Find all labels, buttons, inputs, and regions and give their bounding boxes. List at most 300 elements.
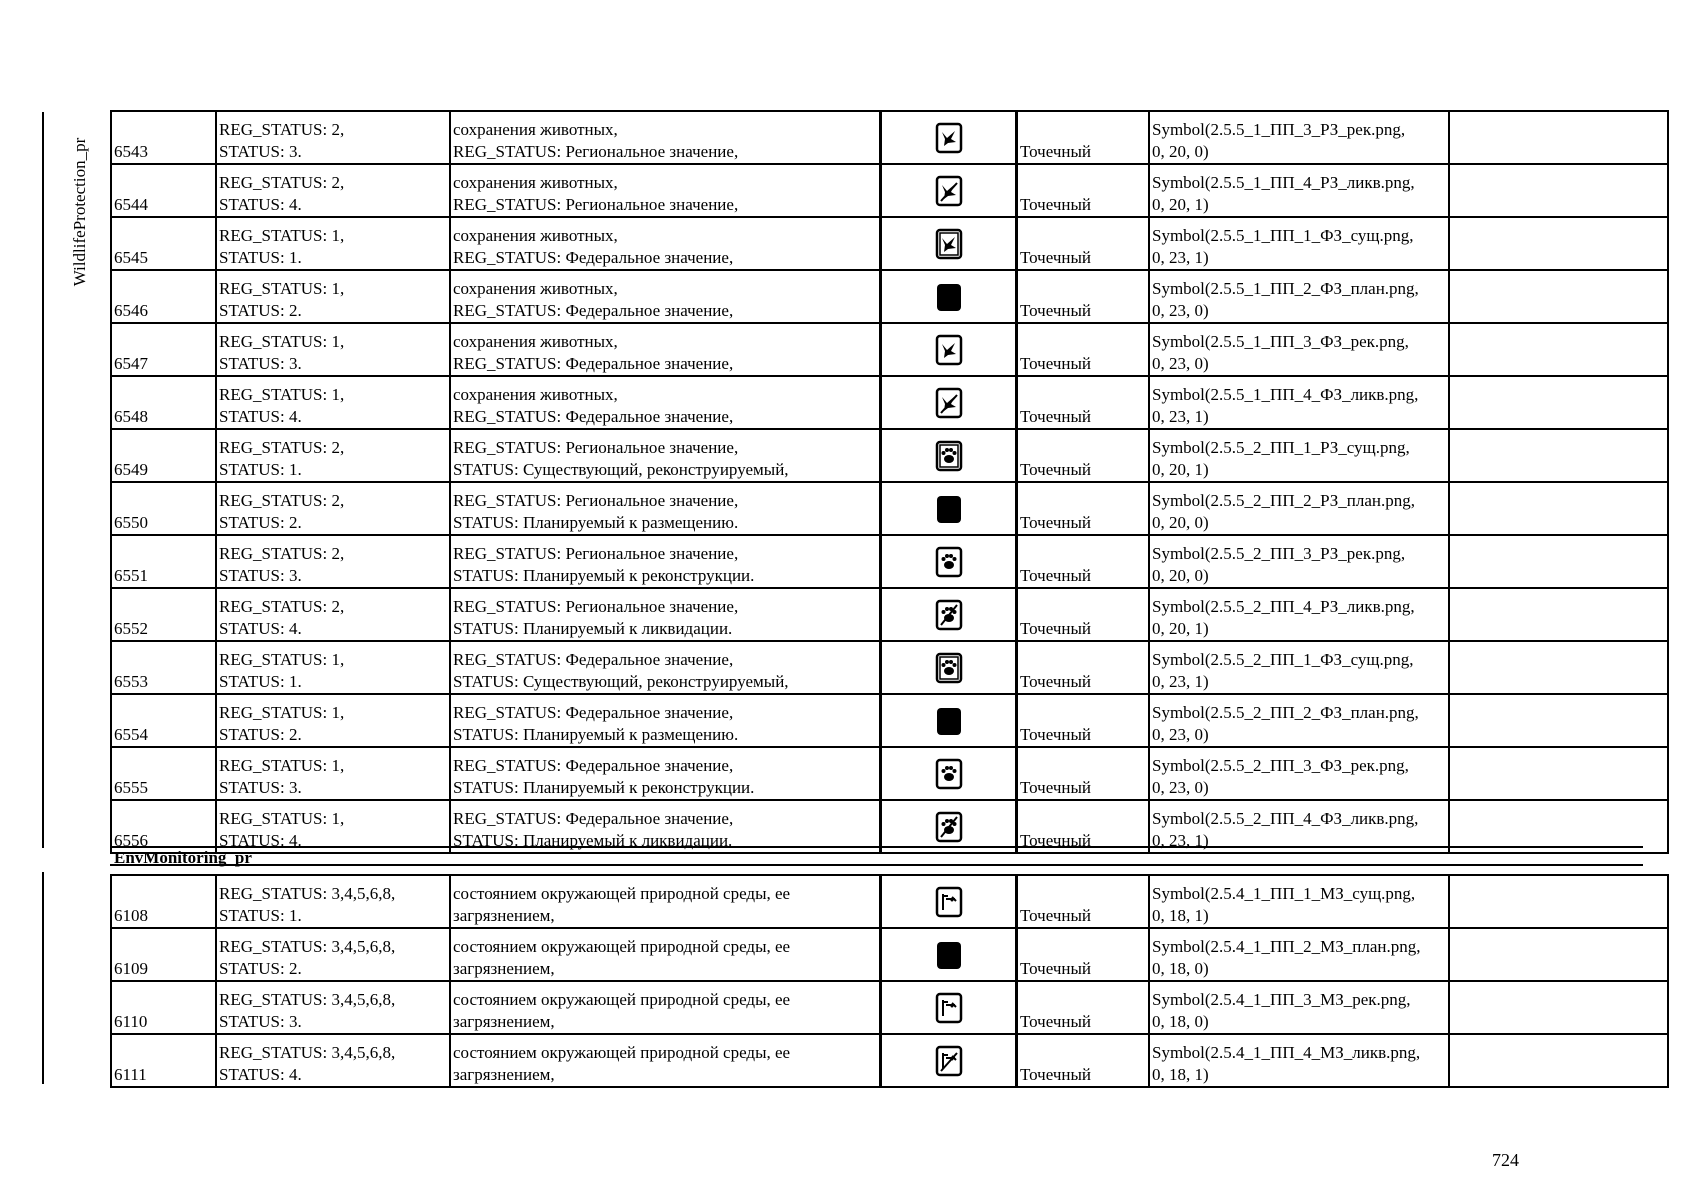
cell-symbol-params	[1149, 482, 1449, 535]
cell-geometry-type	[1017, 641, 1150, 694]
description-line: STATUS: Существующий, реконструируемый,	[453, 672, 789, 691]
symbol-line: Symbol(2.5.5_1_ПП_3_ФЗ_рек.png,	[1152, 332, 1409, 351]
cell-symbol	[881, 875, 1017, 928]
geometry-type: Точечный	[1020, 906, 1092, 925]
condition-line: REG_STATUS: 2,	[219, 491, 345, 510]
condition-line: STATUS: 3.	[219, 778, 302, 797]
row-id: 6551	[114, 566, 148, 585]
row-id: 6555	[114, 778, 148, 797]
symbol-line: 0, 23, 1)	[1152, 831, 1209, 850]
row-id: 6544	[114, 195, 148, 214]
cell-symbol-params	[1149, 641, 1449, 694]
monitor-rec-icon	[935, 992, 963, 1024]
cell-condition	[216, 928, 450, 981]
cell-id	[111, 981, 216, 1034]
cell-id	[111, 164, 216, 217]
description-line: REG_STATUS: Региональное значение,	[453, 195, 739, 214]
condition-line: STATUS: 1.	[219, 248, 302, 267]
table-row	[111, 164, 1668, 217]
cell-condition	[216, 747, 450, 800]
symbol-line: 0, 23, 1)	[1152, 248, 1209, 267]
symbol-line: 0, 18, 0)	[1152, 959, 1209, 978]
table-row	[111, 981, 1668, 1034]
cell-empty	[1449, 111, 1668, 164]
row-id: 6543	[114, 142, 148, 161]
cell-description	[450, 588, 881, 641]
cell-symbol	[881, 429, 1017, 482]
cell-id	[111, 747, 216, 800]
cell-symbol	[881, 981, 1017, 1034]
symbol-line: 0, 23, 0)	[1152, 725, 1209, 744]
condition-line: STATUS: 2.	[219, 725, 302, 744]
table-row	[111, 928, 1668, 981]
cell-id	[111, 928, 216, 981]
monitor-liq-icon	[935, 1045, 963, 1077]
filled-square-icon	[935, 493, 963, 525]
cell-id	[111, 875, 216, 928]
geometry-type: Точечный	[1020, 831, 1092, 850]
cell-empty	[1449, 376, 1668, 429]
description-line: REG_STATUS: Федеральное значение,	[453, 301, 734, 320]
cell-condition	[216, 535, 450, 588]
cell-description	[450, 928, 881, 981]
cell-symbol	[881, 323, 1017, 376]
cell-symbol-params	[1149, 270, 1449, 323]
cell-id	[111, 641, 216, 694]
cell-geometry-type	[1017, 875, 1150, 928]
table-row	[111, 270, 1668, 323]
cell-empty	[1449, 482, 1668, 535]
cell-symbol-params	[1149, 981, 1449, 1034]
table-row	[111, 535, 1668, 588]
symbol-line: Symbol(2.5.4_1_ПП_2_МЗ_план.png,	[1152, 937, 1421, 956]
table-row	[111, 875, 1668, 928]
cell-symbol	[881, 482, 1017, 535]
row-id: 6552	[114, 619, 148, 638]
description-line: загрязнением,	[453, 959, 555, 978]
paw-exist-icon	[935, 440, 963, 472]
cell-description	[450, 429, 881, 482]
symbol-line: Symbol(2.5.5_1_ПП_4_ФЗ_ликв.png,	[1152, 385, 1419, 404]
geometry-type: Точечный	[1020, 513, 1092, 532]
geometry-type: Точечный	[1020, 354, 1092, 373]
geometry-type: Точечный	[1020, 460, 1092, 479]
geometry-type: Точечный	[1020, 407, 1092, 426]
table-row	[111, 323, 1668, 376]
condition-line: REG_STATUS: 1,	[219, 756, 345, 775]
cell-condition	[216, 323, 450, 376]
cell-condition	[216, 694, 450, 747]
condition-line: REG_STATUS: 3,4,5,6,8,	[219, 990, 396, 1009]
cell-symbol-params	[1149, 323, 1449, 376]
bird-rec-icon	[935, 334, 963, 366]
description-line: сохранения животных,	[453, 332, 618, 351]
cell-id	[111, 1034, 216, 1087]
row-id: 6111	[114, 1065, 147, 1084]
geometry-type: Точечный	[1020, 672, 1092, 691]
cell-id	[111, 376, 216, 429]
geometry-type: Точечный	[1020, 195, 1092, 214]
description-line: REG_STATUS: Региональное значение,	[453, 597, 739, 616]
condition-line: REG_STATUS: 2,	[219, 438, 345, 457]
description-line: REG_STATUS: Федеральное значение,	[453, 407, 734, 426]
geometry-type: Точечный	[1020, 301, 1092, 320]
cell-id	[111, 429, 216, 482]
cell-symbol	[881, 928, 1017, 981]
symbol-line: Symbol(2.5.5_1_ПП_4_РЗ_ликв.png,	[1152, 173, 1415, 192]
cell-id	[111, 323, 216, 376]
table-row	[111, 376, 1668, 429]
row-id: 6546	[114, 301, 148, 320]
cell-empty	[1449, 694, 1668, 747]
cell-description	[450, 641, 881, 694]
description-line: сохранения животных,	[453, 279, 618, 298]
symbol-line: 0, 18, 0)	[1152, 1012, 1209, 1031]
symbol-line: Symbol(2.5.4_1_ПП_1_МЗ_сущ.png,	[1152, 884, 1416, 903]
cell-empty	[1449, 747, 1668, 800]
section-title: EnvMonitoring_pr	[114, 848, 252, 867]
table-row	[111, 747, 1668, 800]
cell-geometry-type	[1017, 535, 1150, 588]
table-row	[111, 641, 1668, 694]
cell-symbol-params	[1149, 694, 1449, 747]
cell-symbol	[881, 217, 1017, 270]
filled-square-icon	[935, 705, 963, 737]
symbol-line: Symbol(2.5.5_2_ПП_1_РЗ_сущ.png,	[1152, 438, 1410, 457]
cell-empty	[1449, 875, 1668, 928]
symbol-line: Symbol(2.5.5_1_ПП_1_ФЗ_сущ.png,	[1152, 226, 1414, 245]
geometry-type: Точечный	[1020, 778, 1092, 797]
condition-line: REG_STATUS: 1,	[219, 385, 345, 404]
paw-liq-icon	[935, 811, 963, 843]
cell-geometry-type	[1017, 376, 1150, 429]
description-line: сохранения животных,	[453, 226, 618, 245]
section-title-vertical: WildlifeProtection_pr	[70, 137, 89, 287]
paw-exist-icon	[935, 652, 963, 684]
cell-symbol	[881, 164, 1017, 217]
cell-empty	[1449, 1034, 1668, 1087]
condition-line: STATUS: 2.	[219, 959, 302, 978]
symbol-line: Symbol(2.5.5_2_ПП_4_ФЗ_ликв.png,	[1152, 809, 1419, 828]
cell-description	[450, 694, 881, 747]
symbol-line: 0, 18, 1)	[1152, 1065, 1209, 1084]
left-rule-top	[42, 112, 44, 848]
geometry-type: Точечный	[1020, 619, 1092, 638]
cell-symbol	[881, 747, 1017, 800]
section-label-wildlife	[60, 112, 100, 312]
row-id: 6547	[114, 354, 148, 373]
symbol-line: 0, 20, 1)	[1152, 195, 1209, 214]
cell-id	[111, 588, 216, 641]
row-id: 6556	[114, 831, 148, 850]
cell-condition	[216, 482, 450, 535]
cell-empty	[1449, 270, 1668, 323]
symbol-line: Symbol(2.5.5_2_ПП_3_РЗ_рек.png,	[1152, 544, 1406, 563]
cell-description	[450, 747, 881, 800]
condition-line: STATUS: 1.	[219, 906, 302, 925]
cell-symbol-params	[1149, 429, 1449, 482]
description-line: REG_STATUS: Федеральное значение,	[453, 354, 734, 373]
cell-empty	[1449, 323, 1668, 376]
bird-liq-icon	[935, 387, 963, 419]
cell-geometry-type	[1017, 694, 1150, 747]
cell-id	[111, 217, 216, 270]
geometry-type: Точечный	[1020, 725, 1092, 744]
monitor-exist-icon	[935, 886, 963, 918]
description-line: STATUS: Планируемый к реконструкции.	[453, 566, 755, 585]
cell-symbol	[881, 641, 1017, 694]
description-line: состоянием окружающей природной среды, ее	[453, 1043, 791, 1062]
condition-line: REG_STATUS: 1,	[219, 279, 345, 298]
condition-line: STATUS: 4.	[219, 831, 302, 850]
row-id: 6548	[114, 407, 148, 426]
condition-line: REG_STATUS: 1,	[219, 703, 345, 722]
row-id: 6553	[114, 672, 148, 691]
cell-geometry-type	[1017, 588, 1150, 641]
cell-condition	[216, 1034, 450, 1087]
condition-line: STATUS: 4.	[219, 407, 302, 426]
bird-liq-icon	[935, 175, 963, 207]
cell-description	[450, 270, 881, 323]
condition-line: REG_STATUS: 3,4,5,6,8,	[219, 937, 396, 956]
condition-line: STATUS: 3.	[219, 354, 302, 373]
condition-line: REG_STATUS: 1,	[219, 226, 345, 245]
cell-geometry-type	[1017, 928, 1150, 981]
symbol-line: Symbol(2.5.5_2_ПП_2_ФЗ_план.png,	[1152, 703, 1419, 722]
cell-empty	[1449, 981, 1668, 1034]
condition-line: REG_STATUS: 3,4,5,6,8,	[219, 884, 396, 903]
condition-line: REG_STATUS: 1,	[219, 809, 345, 828]
cell-condition	[216, 875, 450, 928]
row-id: 6554	[114, 725, 148, 744]
description-line: состоянием окружающей природной среды, ее	[453, 884, 791, 903]
condition-line: REG_STATUS: 3,4,5,6,8,	[219, 1043, 396, 1062]
symbol-line: Symbol(2.5.5_2_ПП_4_РЗ_ликв.png,	[1152, 597, 1415, 616]
cell-symbol	[881, 270, 1017, 323]
condition-line: STATUS: 1.	[219, 460, 302, 479]
cell-empty	[1449, 535, 1668, 588]
cell-description	[450, 217, 881, 270]
geometry-type: Точечный	[1020, 1065, 1092, 1084]
cell-description	[450, 111, 881, 164]
cell-condition	[216, 588, 450, 641]
symbol-line: 0, 23, 0)	[1152, 778, 1209, 797]
description-line: REG_STATUS: Федеральное значение,	[453, 703, 734, 722]
description-line: состоянием окружающей природной среды, ее	[453, 937, 791, 956]
cell-geometry-type	[1017, 164, 1150, 217]
description-line: загрязнением,	[453, 1065, 555, 1084]
condition-line: STATUS: 4.	[219, 619, 302, 638]
cell-condition	[216, 270, 450, 323]
symbol-line: 0, 18, 1)	[1152, 906, 1209, 925]
cell-id	[111, 482, 216, 535]
row-id: 6545	[114, 248, 148, 267]
symbol-line: Symbol(2.5.4_1_ПП_3_МЗ_рек.png,	[1152, 990, 1411, 1009]
description-line: STATUS: Существующий, реконструируемый,	[453, 460, 789, 479]
description-line: состоянием окружающей природной среды, ее	[453, 990, 791, 1009]
cell-empty	[1449, 429, 1668, 482]
description-line: STATUS: Планируемый к размещению.	[453, 513, 739, 532]
cell-empty	[1449, 164, 1668, 217]
condition-line: REG_STATUS: 2,	[219, 597, 345, 616]
table-row	[111, 588, 1668, 641]
symbol-line: 0, 23, 1)	[1152, 407, 1209, 426]
cell-empty	[1449, 588, 1668, 641]
description-line: REG_STATUS: Федеральное значение,	[453, 650, 734, 669]
description-line: сохранения животных,	[453, 385, 618, 404]
cell-condition	[216, 217, 450, 270]
cell-condition	[216, 981, 450, 1034]
table-row	[111, 429, 1668, 482]
cell-geometry-type	[1017, 217, 1150, 270]
condition-line: REG_STATUS: 2,	[219, 120, 345, 139]
description-line: STATUS: Планируемый к ликвидации.	[453, 619, 733, 638]
cell-symbol	[881, 376, 1017, 429]
cell-id	[111, 270, 216, 323]
table-row	[111, 1034, 1668, 1087]
symbol-line: 0, 20, 0)	[1152, 566, 1209, 585]
condition-line: STATUS: 1.	[219, 672, 302, 691]
section-header-envmonitoring	[110, 846, 1643, 866]
cell-condition	[216, 429, 450, 482]
filled-square-icon	[935, 939, 963, 971]
description-line: REG_STATUS: Федеральное значение,	[453, 248, 734, 267]
cell-geometry-type	[1017, 111, 1150, 164]
cell-geometry-type	[1017, 270, 1150, 323]
description-line: сохранения животных,	[453, 173, 618, 192]
symbol-line: Symbol(2.5.5_1_ПП_2_ФЗ_план.png,	[1152, 279, 1419, 298]
cell-symbol-params	[1149, 1034, 1449, 1087]
description-line: загрязнением,	[453, 906, 555, 925]
envmonitoring-table	[110, 874, 1669, 1088]
symbol-line: 0, 20, 0)	[1152, 513, 1209, 532]
page-number: 724	[1492, 1150, 1519, 1170]
condition-line: REG_STATUS: 2,	[219, 173, 345, 192]
cell-symbol-params	[1149, 217, 1449, 270]
cell-symbol	[881, 535, 1017, 588]
geometry-type: Точечный	[1020, 566, 1092, 585]
condition-line: STATUS: 3.	[219, 142, 302, 161]
cell-symbol	[881, 1034, 1017, 1087]
row-id: 6550	[114, 513, 148, 532]
cell-symbol-params	[1149, 875, 1449, 928]
cell-symbol-params	[1149, 928, 1449, 981]
table-row	[111, 482, 1668, 535]
geometry-type: Точечный	[1020, 959, 1092, 978]
cell-description	[450, 376, 881, 429]
geometry-type: Точечный	[1020, 142, 1092, 161]
symbol-line: Symbol(2.5.5_1_ПП_3_РЗ_рек.png,	[1152, 120, 1406, 139]
description-line: STATUS: Планируемый к реконструкции.	[453, 778, 755, 797]
cell-geometry-type	[1017, 482, 1150, 535]
condition-line: STATUS: 3.	[219, 566, 302, 585]
description-line: STATUS: Планируемый к размещению.	[453, 725, 739, 744]
description-line: REG_STATUS: Региональное значение,	[453, 438, 739, 457]
paw-rec-icon	[935, 758, 963, 790]
cell-symbol	[881, 111, 1017, 164]
cell-description	[450, 875, 881, 928]
condition-line: REG_STATUS: 1,	[219, 332, 345, 351]
symbol-line: 0, 23, 0)	[1152, 354, 1209, 373]
cell-symbol-params	[1149, 588, 1449, 641]
description-line: REG_STATUS: Федеральное значение,	[453, 756, 734, 775]
description-line: REG_STATUS: Региональное значение,	[453, 142, 739, 161]
condition-line: STATUS: 3.	[219, 1012, 302, 1031]
filled-square-icon	[935, 281, 963, 313]
cell-geometry-type	[1017, 429, 1150, 482]
wildlife-table	[110, 110, 1669, 854]
cell-empty	[1449, 217, 1668, 270]
symbol-line: Symbol(2.5.5_2_ПП_1_ФЗ_сущ.png,	[1152, 650, 1414, 669]
symbol-line: Symbol(2.5.4_1_ПП_4_МЗ_ликв.png,	[1152, 1043, 1421, 1062]
condition-line: STATUS: 2.	[219, 513, 302, 532]
paw-liq-icon	[935, 599, 963, 631]
cell-geometry-type	[1017, 1034, 1150, 1087]
table-row	[111, 694, 1668, 747]
table-row	[111, 111, 1668, 164]
symbol-line: 0, 23, 1)	[1152, 672, 1209, 691]
condition-line: STATUS: 2.	[219, 301, 302, 320]
cell-description	[450, 164, 881, 217]
symbol-line: 0, 20, 1)	[1152, 460, 1209, 479]
row-id: 6110	[114, 1012, 148, 1031]
symbol-line: 0, 20, 0)	[1152, 142, 1209, 161]
cell-geometry-type	[1017, 981, 1150, 1034]
cell-condition	[216, 164, 450, 217]
cell-symbol-params	[1149, 111, 1449, 164]
cell-description	[450, 323, 881, 376]
symbol-line: 0, 20, 1)	[1152, 619, 1209, 638]
cell-empty	[1449, 641, 1668, 694]
row-id: 6549	[114, 460, 148, 479]
cell-id	[111, 694, 216, 747]
symbol-line: Symbol(2.5.5_2_ПП_2_РЗ_план.png,	[1152, 491, 1416, 510]
cell-id	[111, 535, 216, 588]
description-line: сохранения животных,	[453, 120, 618, 139]
cell-description	[450, 1034, 881, 1087]
cell-symbol-params	[1149, 747, 1449, 800]
cell-geometry-type	[1017, 323, 1150, 376]
geometry-type: Точечный	[1020, 248, 1092, 267]
cell-symbol-params	[1149, 164, 1449, 217]
cell-empty	[1449, 928, 1668, 981]
cell-id	[111, 111, 216, 164]
cell-condition	[216, 111, 450, 164]
paw-rec-icon	[935, 546, 963, 578]
condition-line: STATUS: 4.	[219, 195, 302, 214]
left-rule-bottom	[42, 872, 44, 1084]
row-id: 6108	[114, 906, 148, 925]
cell-condition	[216, 641, 450, 694]
cell-description	[450, 535, 881, 588]
condition-line: REG_STATUS: 2,	[219, 544, 345, 563]
condition-line: STATUS: 4.	[219, 1065, 302, 1084]
symbol-line: Symbol(2.5.5_2_ПП_3_ФЗ_рек.png,	[1152, 756, 1409, 775]
bird-exist-icon	[935, 228, 963, 260]
description-line: REG_STATUS: Региональное значение,	[453, 491, 739, 510]
cell-condition	[216, 376, 450, 429]
cell-symbol	[881, 694, 1017, 747]
cell-geometry-type	[1017, 747, 1150, 800]
description-line: STATUS: Планируемый к ликвидации.	[453, 831, 733, 850]
condition-line: REG_STATUS: 1,	[219, 650, 345, 669]
cell-symbol	[881, 588, 1017, 641]
description-line: REG_STATUS: Федеральное значение,	[453, 809, 734, 828]
geometry-type: Точечный	[1020, 1012, 1092, 1031]
table-row	[111, 217, 1668, 270]
cell-symbol-params	[1149, 376, 1449, 429]
description-line: REG_STATUS: Региональное значение,	[453, 544, 739, 563]
